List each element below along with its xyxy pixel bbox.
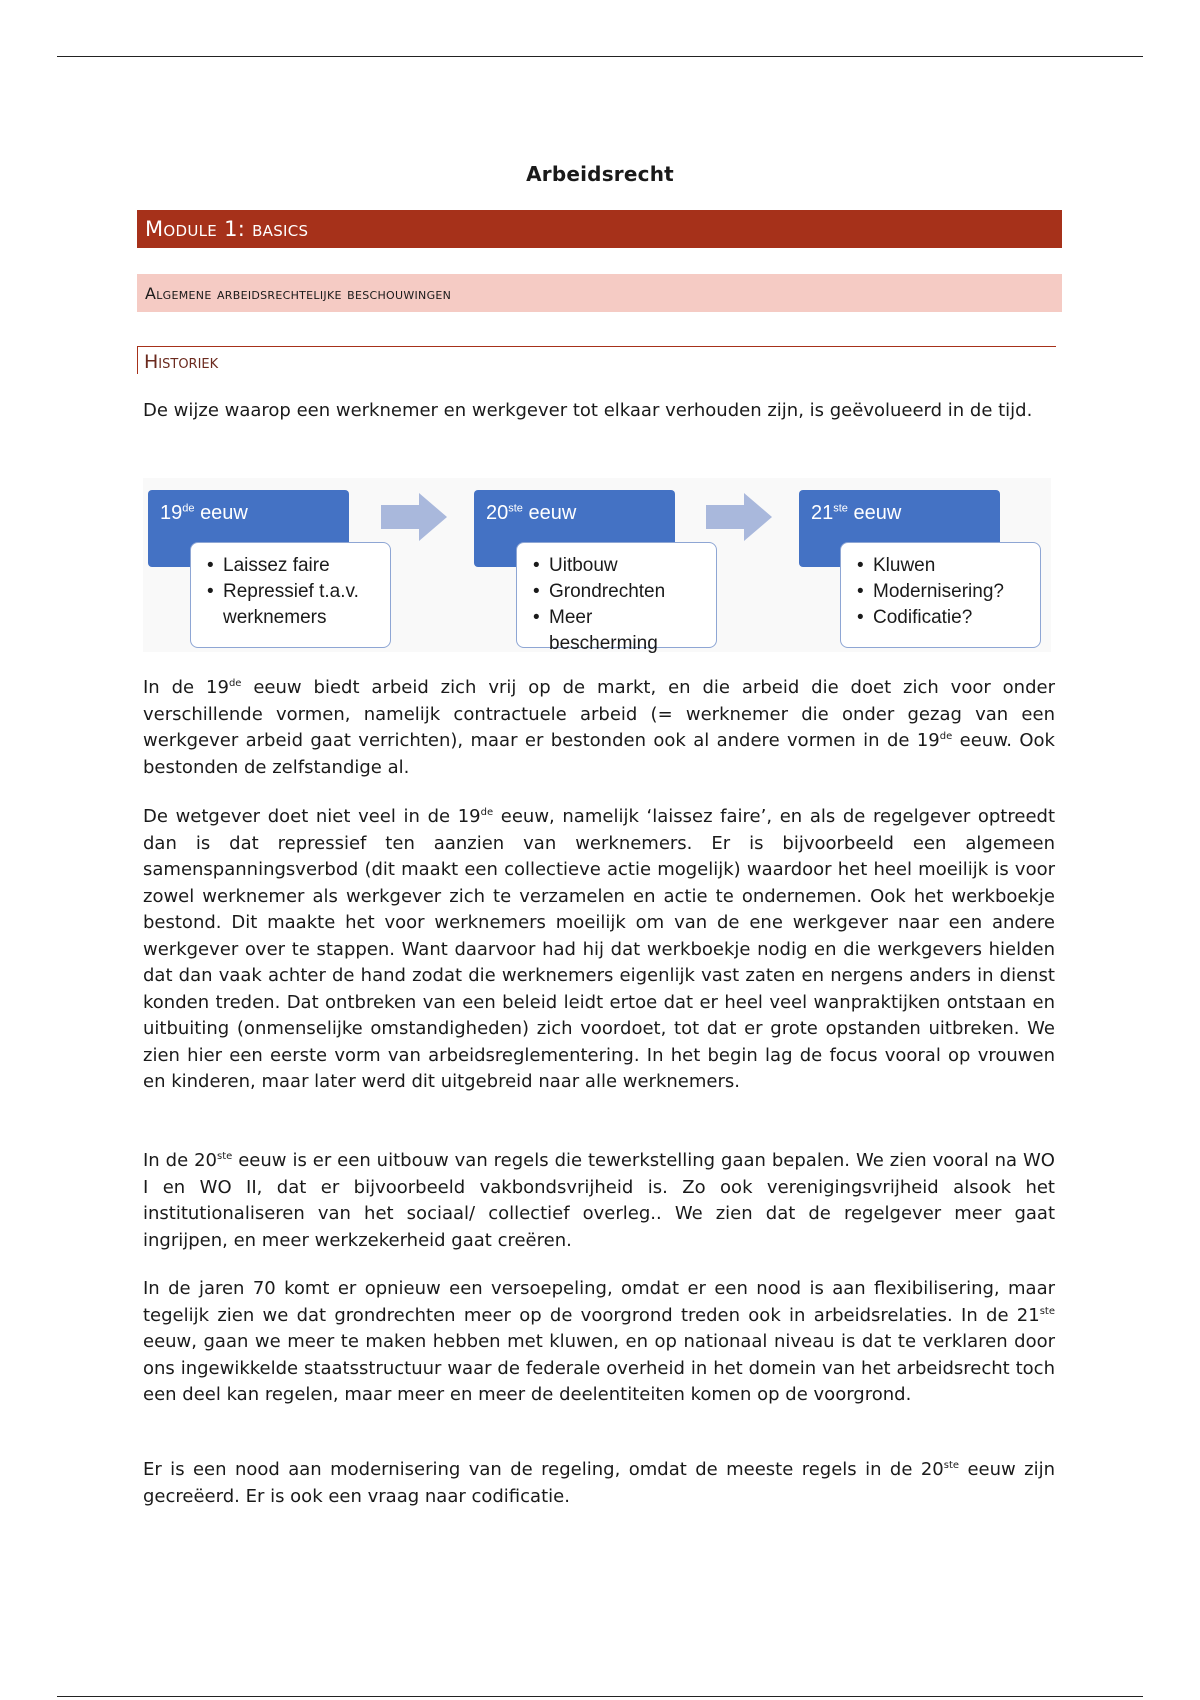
era-19-number: 19	[160, 502, 183, 524]
superscript: ste	[1039, 1305, 1055, 1317]
era-21-number: 21	[811, 502, 834, 524]
era-19-card	[190, 542, 391, 648]
superscript: de	[228, 678, 242, 689]
superscript: ste	[943, 1460, 960, 1471]
section-heading	[137, 274, 1062, 312]
era-19-bullet: • Laissez faire	[207, 553, 380, 579]
text-run: De wetgever doet niet veel in de 19	[143, 806, 481, 827]
text-run: Er is een nood aan modernisering van de regeling, omdat de meeste regels in de 20	[143, 1459, 944, 1480]
text-run: eeuw. Ook bestonden de zelfstandige al.	[143, 730, 1055, 778]
arrow-right-icon	[381, 493, 447, 541]
era-20-suffix: ste	[508, 502, 523, 515]
era-20-bullet: • Meer bescherming	[533, 605, 706, 657]
document-title: Arbeidsrecht	[526, 162, 674, 186]
era-19-bullet: • Repressief t.a.v. werknemers	[207, 579, 380, 631]
era-21-card	[840, 542, 1041, 648]
text-run: eeuw, gaan we meer te maken hebben met kluwen, en op nationaal niveau is dat te verklaren door ons ingewikkelde staatsstructuur waar de federale overheid in het domein van het arbeidsrecht toch een deel kan regelen, maar meer en meer de deelentiteiten komen op de voorgrond.	[143, 1331, 1055, 1405]
footer-rule	[57, 1696, 1143, 1697]
era-timeline-diagram	[143, 478, 1051, 652]
superscript: de	[480, 807, 494, 818]
paragraph-20th-century	[143, 1148, 1055, 1254]
era-19-label: eeuw	[200, 502, 248, 524]
paragraph-19th-century-market	[143, 675, 1055, 781]
section-heading-text: Algemene arbeidsrechtelijke beschouwingen	[145, 283, 452, 303]
text-run: In de jaren 70 komt er opnieuw een versoepeling, omdat er een nood is aan flexibilisering, maar tegelijk zien we dat grondrechten meer op de voorgrond treden ook in arbeidsrelaties. In de 21	[143, 1278, 1055, 1326]
paragraph-modernisation	[143, 1457, 1055, 1510]
text-run: eeuw biedt arbeid zich vrij op de markt, en die arbeid die doet zich voor onder verschillende vormen, namelijk contractuele arbeid (= werknemer die onder gezag van een werkgever arbeid gaat verrichten), maar er bestonden ook al andere vormen in de 19	[143, 677, 1055, 751]
text-run: In de 19	[143, 677, 229, 698]
subsection-heading	[137, 346, 1056, 374]
era-20-bullet: • Uitbouw	[533, 553, 706, 579]
superscript: ste	[217, 1151, 233, 1162]
paragraph-21st-century	[143, 1276, 1055, 1409]
era-21-bullet: • Kluwen	[857, 553, 1030, 579]
era-21-bullet: • Modernisering?	[857, 579, 1030, 605]
superscript: de	[939, 731, 953, 742]
era-21-label: eeuw	[853, 502, 902, 524]
paragraph-19th-century-legislator	[143, 804, 1055, 1096]
era-20-number: 20	[486, 502, 509, 524]
header-rule	[57, 56, 1143, 57]
era-19-suffix: de	[182, 502, 195, 515]
intro-paragraph: De wijze waarop een werknemer en werkgever tot elkaar verhouden zijn, is geëvolueerd in de tijd.	[143, 400, 1033, 421]
module-heading	[137, 210, 1062, 248]
text-run: eeuw is er een uitbouw van regels die tewerkstelling gaan bepalen. We zien vooral na WO I en WO II, dat er bijvoorbeeld vakbondsvrijheid is. Zo ook verenigingsvrijheid alsook het institutionaliseren van het sociaal/ collectief overleg.. We zien dat de regelgever meer gaat ingrijpen, en meer werkzekerheid gaat creëren.	[143, 1150, 1055, 1251]
era-21-bullet: • Codificatie?	[857, 605, 1030, 631]
era-20-bullet: • Grondrechten	[533, 579, 706, 605]
era-20-card	[516, 542, 717, 654]
text-run: eeuw, namelijk ‘laissez faire’, en als de regelgever optreedt dan is dat repressief ten aanzien van werknemers. Er is bijvoorbeeld een algemeen samenspanningsverbod (dit maakt een collectieve actie mogelijk) waardoor het heel moeilijk is voor zowel werknemer als werkgever zich te verzamelen en actie te ondernemen. Ook het werkboekje bestond. Dit maakte het voor werknemers moeilijk om van de ene werkgever naar een andere werkgever over te stappen. Want daarvoor had hij dat werkboekje nodig en die werkgevers hielden dat dan vaak achter de hand zodat die werknemers eigenlijk vast zaten en nergens anders in dienst konden treden. Dat ontbreken van een beleid leidt ertoe dat er heel veel wanpraktijken ontstaan en uitbuiting (onmenselijke omstandigheden) zich voordoet, tot dat er grote opstanden uitbreken. We zien hier een eerste vorm van arbeidsreglementering. In het begin lag de focus vooral op vrouwen en kinderen, maar later werd dit uitgebreid naar alle werknemers.	[143, 806, 1056, 1092]
subsection-heading-text: Historiek	[144, 351, 219, 373]
module-heading-text: Module 1: basics	[145, 217, 309, 241]
text-run: In de 20	[143, 1150, 217, 1171]
arrow-right-icon	[706, 493, 772, 541]
era-20-label: eeuw	[528, 502, 577, 524]
era-21-suffix: ste	[833, 502, 848, 515]
text-run: eeuw zijn gecreëerd. Er is ook een vraag naar codificatie.	[143, 1459, 1055, 1507]
